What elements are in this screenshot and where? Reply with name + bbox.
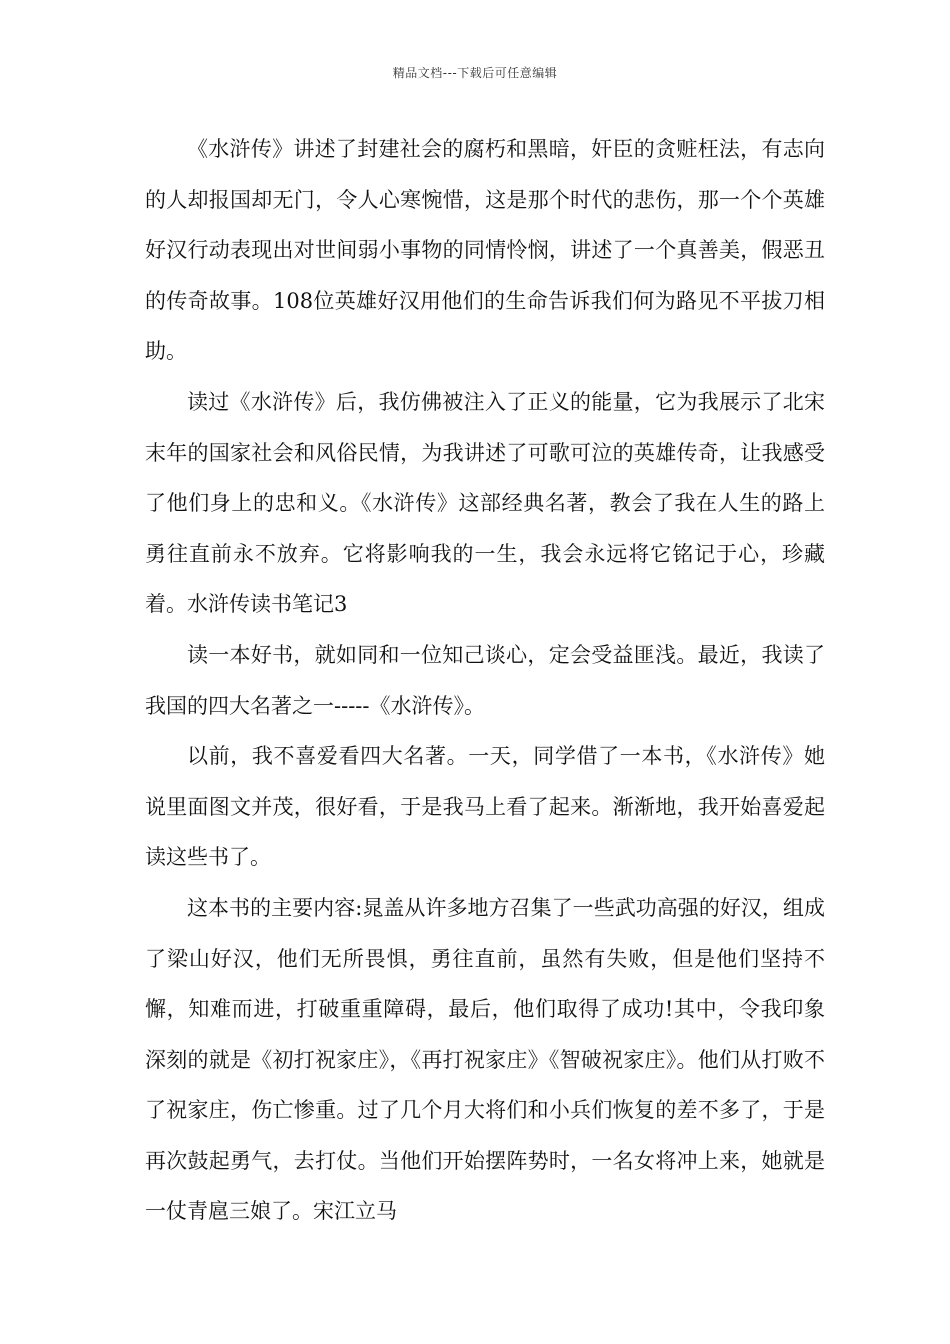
paragraph-4: 以前，我不喜爱看四大名著。一天，同学借了一本书，《水浒传》她说里面图文并茂，很好看，于是我马上看了起来。渐渐地，我开始喜爱起读这些书了。 [145, 744, 825, 870]
paragraph-2: 读过《水浒传》后，我仿佛被注入了正义的能量，它为我展示了北宋末年的国家社会和风俗民情，为我讲述了可歌可泣的英雄传奇，让我感受了他们身上的忠和义。《水浒传》这部经典名著，教会了我在人生的路上勇往直前永不放弃。它将影响我的一生，我会永远将它铭记于心，珍藏着。水浒传读书笔记3 [145, 389, 825, 617]
paragraph-5: 这本书的主要内容:晁盖从许多地方召集了一些武功高强的好汉，组成了梁山好汉，他们无所畏惧，勇往直前，虽然有失败，但是他们坚持不懈，知难而进，打破重重障碍，最后，他们取得了成功!其中，令我印象深刻的就是《初打祝家庄》，《再打祝家庄》《智破祝家庄》。他们从打败不了祝家庄，伤亡惨重。过了几个月大将们和小兵们恢复的差不多了，于是再次鼓起勇气，去打仗。当他们开始摆阵势时，一名女将冲上来，她就是一仗青扈三娘了。宋江立马 [145, 895, 825, 1224]
page-header: 精品文档---下载后可任意编辑 [392, 66, 558, 80]
paragraph-3: 读一本好书，就如同和一位知己谈心，定会受益匪浅。最近，我读了我国的四大名著之一-----《水浒传》。 [145, 642, 825, 718]
paragraph-1: 《水浒传》讲述了封建社会的腐朽和黑暗，奸臣的贪赃枉法，有志向的人却报国却无门，令人心寒惋惜，这是那个时代的悲伤，那一个个英雄好汉行动表现出对世间弱小事物的同情怜悯，讲述了一个真善美，假恶丑的传奇故事。108位英雄好汉用他们的生命告诉我们何为路见不平拔刀相助。 [145, 137, 825, 364]
document-body [145, 124, 825, 1237]
